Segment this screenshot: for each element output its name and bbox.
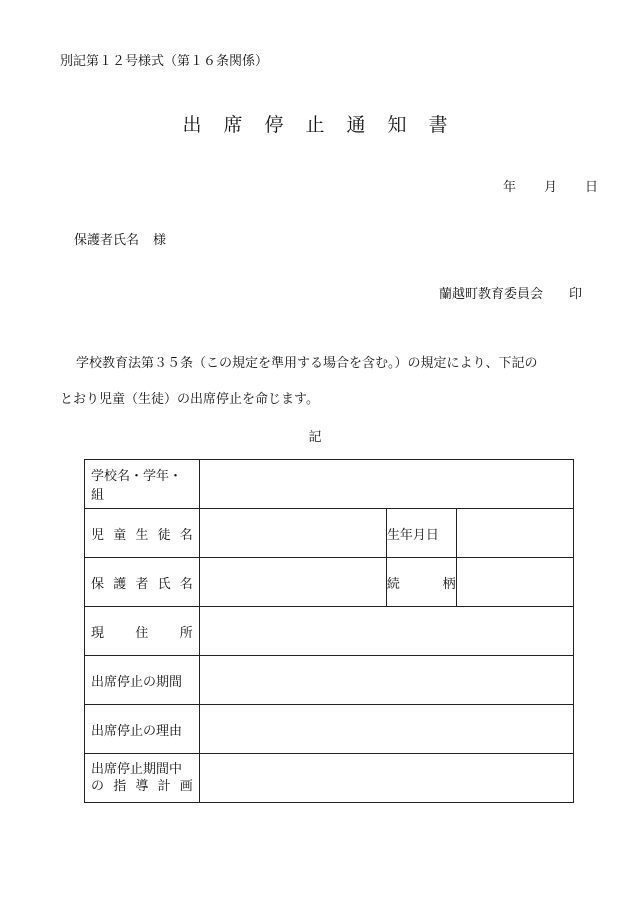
table-row: [85, 558, 574, 607]
document-title: 出席停止通知書: [182, 114, 470, 136]
table-row: [85, 509, 574, 558]
body-text-line-1: 学校教育法第３５条（この規定を準用する場合を含む。）の規定により、下記の: [76, 356, 538, 371]
school-label: [85, 460, 200, 509]
relation-label: [386, 558, 456, 607]
address-field[interactable]: [199, 607, 573, 656]
issuer-seal: 印: [568, 287, 582, 302]
day-label: 日: [584, 180, 598, 195]
birthdate-field[interactable]: [456, 509, 573, 558]
issuer-line: [439, 283, 582, 302]
address-label-text: 現 住 所: [91, 625, 193, 641]
birthdate-label-text: 生年月日: [386, 527, 439, 543]
address-label: [85, 607, 200, 656]
period-label: [85, 656, 200, 705]
guardian-name-label: [85, 558, 200, 607]
reason-label-text: 出席停止の理由: [91, 723, 183, 739]
month-label: 月: [543, 180, 557, 195]
period-label-text: 出席停止の期間: [91, 674, 183, 690]
birthdate-label: [386, 509, 456, 558]
table-row: [85, 754, 574, 803]
guidance-plan-label: [85, 754, 200, 803]
guardian-name-label-text: 保 護 者 氏 名: [91, 576, 193, 592]
student-name-label: [85, 509, 200, 558]
form-number: 別記第１２号様式（第１６条関係）: [60, 54, 269, 69]
reason-field[interactable]: [199, 705, 573, 754]
table-row: [85, 656, 574, 705]
guidance-plan-field[interactable]: [199, 754, 573, 803]
ki-heading: 記: [308, 430, 322, 445]
relation-label-text: 続 柄: [386, 576, 456, 592]
table-row: [85, 705, 574, 754]
guidance-plan-label-line-1: 出席停止期間中: [91, 762, 183, 777]
reason-label: [85, 705, 200, 754]
recipient-line: [74, 229, 166, 248]
guardian-name-field[interactable]: [199, 558, 386, 607]
table-row: [85, 607, 574, 656]
year-label: 年: [502, 180, 516, 195]
date-line: [503, 176, 598, 195]
student-name-field[interactable]: [199, 509, 386, 558]
issuer-name: 蘭越町教育委員会: [438, 287, 543, 302]
recipient-name-label: 保護者氏名: [74, 233, 140, 248]
guidance-plan-label-line-2: の 指 導 計 画: [91, 779, 193, 794]
school-label-text: 学校名・学年・組: [91, 469, 183, 503]
body-text-line-2: とおり児童（生徒）の出席停止を命じます。: [60, 392, 319, 407]
period-field[interactable]: [199, 656, 573, 705]
notice-form-table: [84, 459, 574, 803]
school-field[interactable]: [199, 460, 573, 509]
student-name-label-text: 児 童 生 徒 名: [91, 527, 193, 543]
recipient-honorific: 様: [153, 233, 167, 248]
relation-field[interactable]: [456, 558, 573, 607]
table-row: [85, 460, 574, 509]
